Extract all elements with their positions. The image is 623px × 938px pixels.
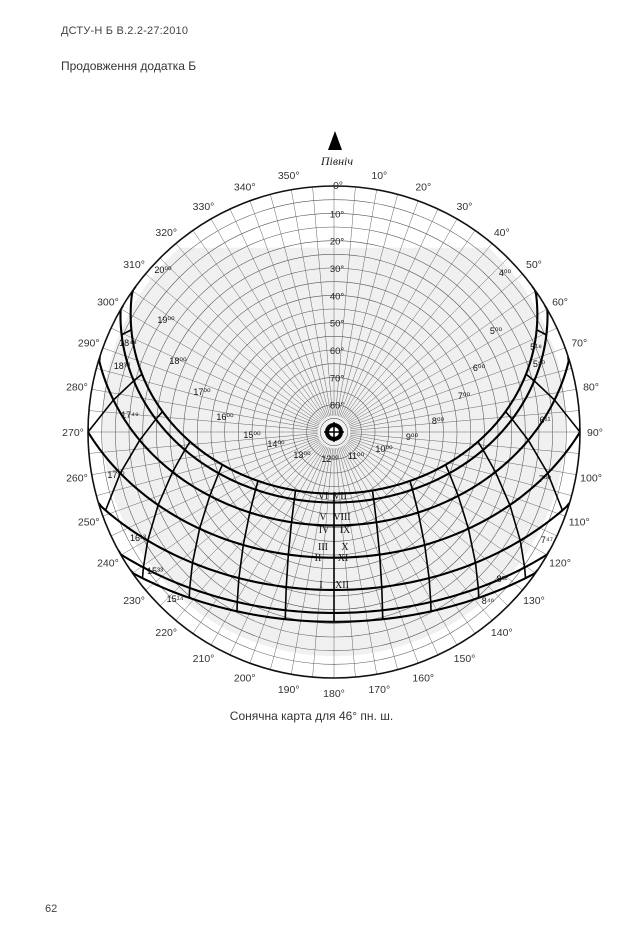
hour-label: 5¹⁸ [530,342,542,352]
azimuth-label: 110° [568,516,590,529]
azimuth-label: 100° [580,472,602,485]
hour-label: 7⁰⁰ [457,391,471,401]
standard-code: ДСТУ-Н Б В.2.2-27:2010 [61,25,189,37]
hour-label: 4⁰⁰ [498,268,512,278]
hour-label: 5⁰⁰ [489,326,503,336]
azimuth-label: 250° [77,516,100,529]
hour-label: 15⁰⁰ [243,430,261,440]
altitude-label: 20° [329,236,345,248]
azimuth-label: 70° [571,337,588,350]
azimuth-label: 150° [453,653,476,666]
azimuth-label: 10° [371,169,388,182]
azimuth-label: 140° [490,626,513,639]
azimuth-label: 240° [97,557,119,570]
month-label: XI [337,553,349,564]
azimuth-label: 210° [192,653,215,666]
appendix-subtitle: Продовження додатка Б [61,59,197,73]
hour-label: 17⁰⁰ [193,387,211,397]
hour-label: 7⁰⁰ [538,474,552,484]
azimuth-label: 120° [549,557,571,570]
azimuth-label: 130° [523,594,545,607]
month-label: X [341,542,349,553]
azimuth-label: 60° [552,296,568,309]
hour-label: 5⁵⁰ [532,359,546,369]
azimuth-label: 40° [493,227,510,240]
north-label: Північ [320,154,354,168]
page-number: 62 [45,903,58,915]
month-label: III [318,542,328,553]
hour-label: 15³³ [146,566,164,576]
hour-label: 14⁰⁰ [267,439,285,449]
azimuth-label: 280° [66,381,88,394]
azimuth-label: 200° [233,672,256,685]
azimuth-label: 0° [332,180,344,192]
hour-label: 12⁰⁰ [321,454,339,464]
hour-label: 7⁴⁷ [540,535,554,545]
azimuth-label: 80° [583,381,599,394]
figure-caption: Сонячна карта для 46° пн. ш. [229,709,394,723]
hour-label: 6¹¹ [539,415,551,425]
hour-label: 10⁰⁰ [375,444,393,454]
month-label: XII [335,580,349,591]
hour-label: 13⁰⁰ [293,450,311,460]
altitude-label: 80° [329,400,345,412]
north-arrow-icon [328,131,342,150]
hour-label: 11⁰⁰ [347,451,365,461]
month-label: IV [318,525,330,536]
hour-label: 19⁰⁰ [157,315,175,325]
hour-label: 16⁰⁰ [216,412,234,422]
hour-label: 8²² [496,574,508,584]
azimuth-label: 330° [192,200,215,213]
altitude-label: 50° [329,318,345,330]
altitude-label: 40° [329,291,345,303]
hour-label: 15¹⁴ [166,594,184,604]
hour-label: 9⁰⁰ [405,432,419,442]
azimuth-label: 170° [368,684,391,697]
hour-label: 18⁰⁰ [169,356,187,366]
month-label: I [319,580,323,591]
altitude-label: 30° [329,264,345,275]
month-label: IX [339,525,351,536]
azimuth-label: 300° [97,296,119,309]
azimuth-label: 190° [277,684,300,697]
azimuth-label: 220° [155,626,178,639]
hour-label: 8⁰⁰ [431,416,445,426]
azimuth-label: 310° [123,259,145,272]
hour-label: 17⁰⁰ [107,470,125,480]
hour-label: 18⁴⁸ [119,338,137,348]
hour-label: 8⁴⁶ [481,596,495,606]
altitude-label: 10° [329,209,345,221]
azimuth-label: 20° [415,181,432,194]
azimuth-label: 180° [323,688,345,700]
azimuth-label: 290° [77,337,100,350]
azimuth-label: 30° [456,200,473,213]
azimuth-label: 270° [62,427,84,439]
altitude-label: 70° [329,373,345,385]
hour-label: 17⁴⁹ [121,410,139,420]
month-label: V [319,512,327,523]
azimuth-label: 160° [412,672,435,685]
month-label: II [314,553,322,564]
azimuth-label: 320° [155,227,178,240]
altitude-label: 60° [329,346,345,357]
azimuth-label: 50° [525,259,542,272]
azimuth-label: 260° [66,472,88,485]
azimuth-label: 230° [123,594,145,607]
month-label: VIII [333,512,351,523]
azimuth-label: 340° [233,181,256,194]
hour-label: 20⁰⁰ [154,265,172,275]
azimuth-label: 90° [587,427,603,439]
hour-label: 6⁰⁰ [472,363,486,373]
azimuth-label: 350° [277,169,300,182]
month-label: VI [317,491,329,502]
hour-label: 18³⁰ [113,361,131,371]
month-label: VII [333,491,347,502]
hour-label: 16¹³ [129,533,147,543]
